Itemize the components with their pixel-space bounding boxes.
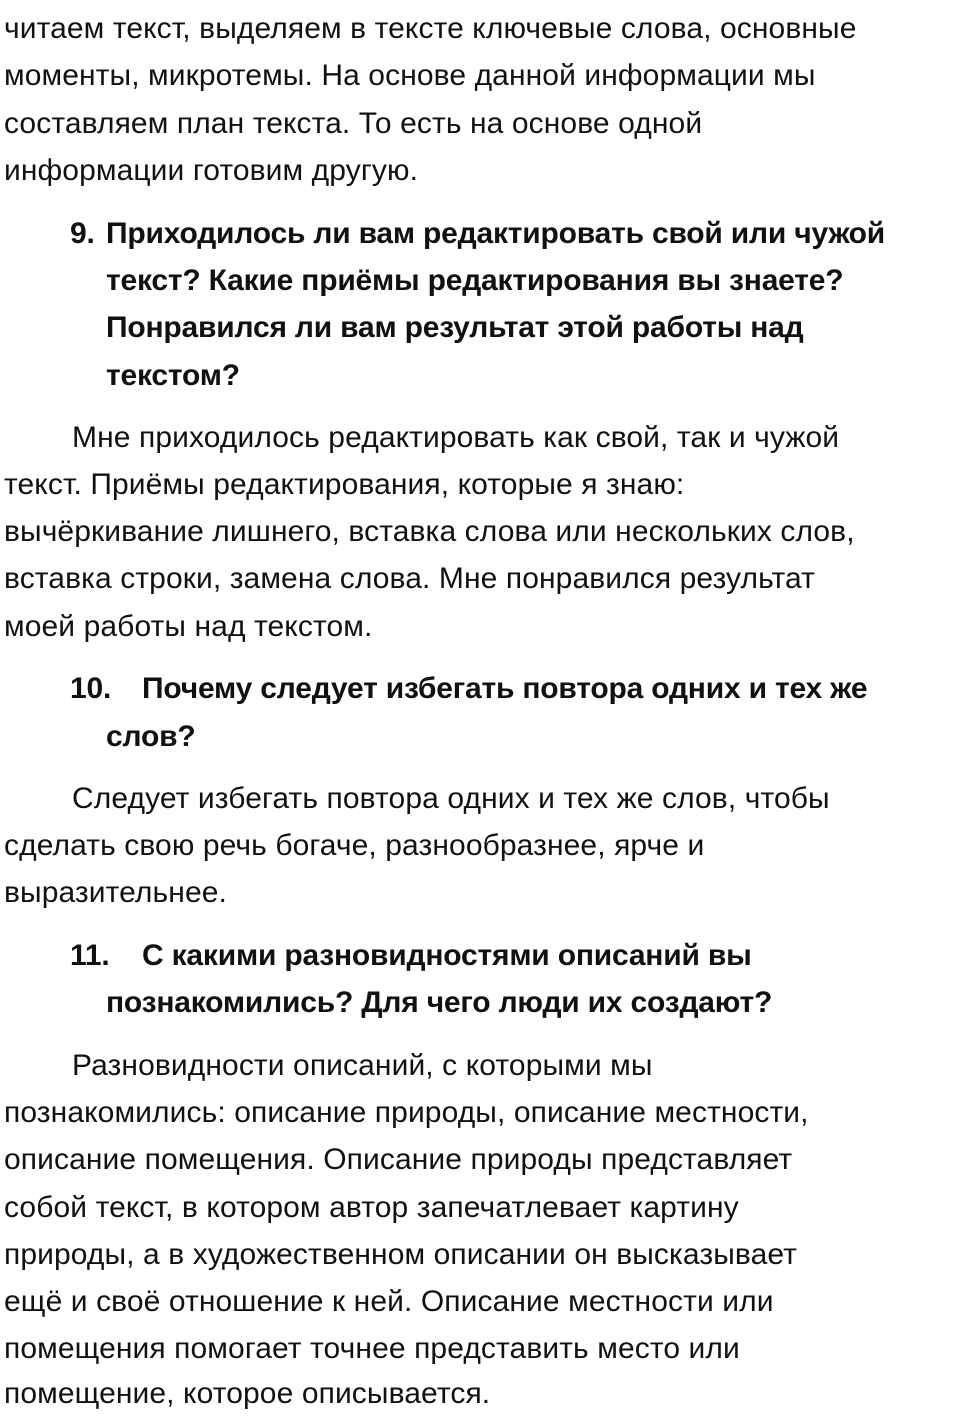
- answer-line: вставка строки, замена слова. Мне понравился результат: [4, 562, 815, 595]
- answer-line: выразительнее.: [4, 876, 227, 909]
- paragraph-line: читаем текст, выделяем в тексте ключевые слова, основные: [4, 12, 857, 45]
- paragraph-line: составляем план текста. То есть на основе одной: [4, 107, 703, 140]
- answer-line: помещения помогает точнее представить место или: [4, 1332, 740, 1365]
- answer-line: ещё и своё отношение к ней. Описание местности или: [4, 1285, 774, 1318]
- answer-line: собой текст, в котором автор запечатлевает картину: [4, 1191, 739, 1224]
- answer-line: помещение, которое описывается.: [4, 1377, 491, 1410]
- answer-line: природы, а в художественном описании он высказывает: [4, 1238, 797, 1271]
- paragraph-line: моменты, микротемы. На основе данной информации мы: [4, 59, 816, 92]
- paragraph-line: информации готовим другую.: [4, 154, 419, 187]
- question-line: Понравился ли вам результат этой работы над: [106, 311, 804, 344]
- answer-line: Следует избегать повтора одних и тех же слов, чтобы: [72, 782, 830, 815]
- question-line: Приходилось ли вам редактировать свой или чужой: [106, 217, 886, 250]
- answer-line: Разновидности описаний, с которыми мы: [72, 1049, 653, 1082]
- answer-line: описание помещения. Описание природы представляет: [4, 1143, 793, 1176]
- question-number: 9.: [70, 217, 95, 250]
- question-line: текст? Какие приёмы редактирования вы знаете?: [106, 264, 844, 297]
- question-number: 10.: [70, 672, 112, 705]
- question-line: текстом?: [106, 359, 240, 392]
- answer-line: сделать свою речь богаче, разнообразнее, ярче и: [4, 829, 705, 862]
- answer-line: текст. Приёмы редактирования, которые я знаю:: [4, 468, 685, 501]
- answer-line: Мне приходилось редактировать как свой, так и чужой: [72, 421, 840, 454]
- answer-line: вычёркивание лишнего, вставка слова или нескольких слов,: [4, 515, 855, 548]
- answer-line: моей работы над текстом.: [4, 610, 373, 643]
- question-line: Почему следует избегать повтора одних и тех же: [142, 672, 868, 705]
- question-line: познакомились? Для чего люди их создают?: [106, 986, 773, 1019]
- question-number: 11.: [70, 939, 110, 972]
- answer-line: познакомились: описание природы, описание местности,: [4, 1096, 809, 1129]
- question-line: слов?: [106, 720, 196, 753]
- question-line: С какими разновидностями описаний вы: [142, 939, 752, 972]
